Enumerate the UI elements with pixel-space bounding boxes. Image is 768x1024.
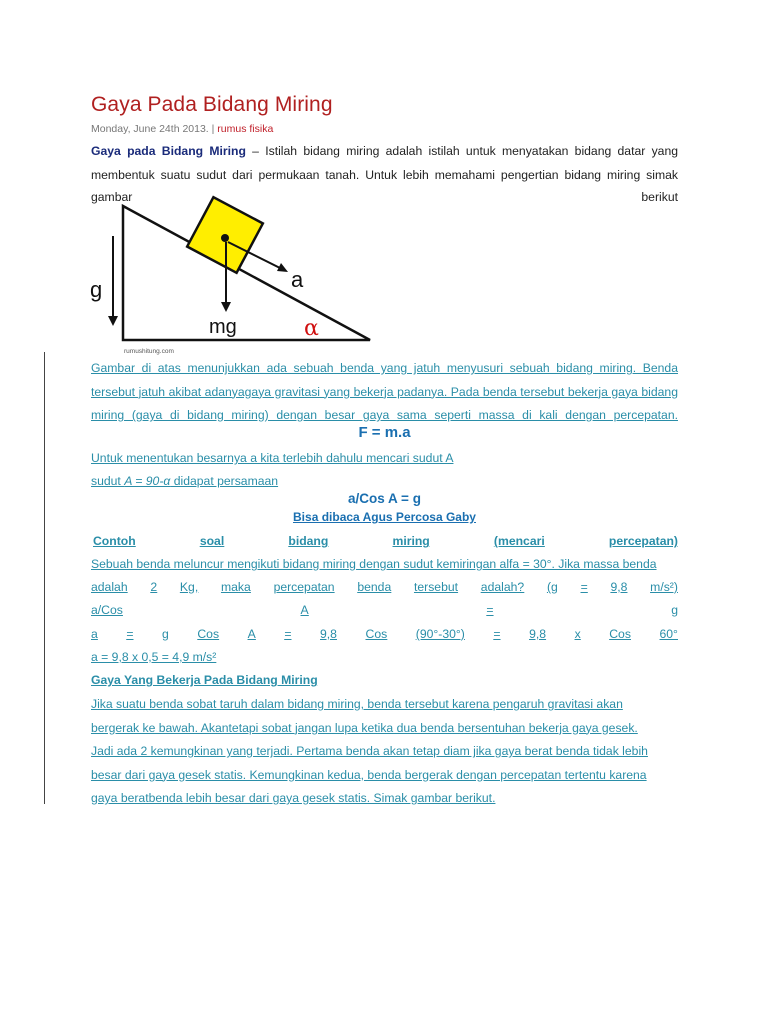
soal-word-0: adalah — [91, 580, 128, 594]
example-question-line2[interactable] — [91, 580, 678, 594]
calc2-word-4: A — [247, 627, 256, 641]
paragraph-gaya[interactable]: Gambar di atas menunjukkan ada sebuah benda yang jatuh menyusuri sebuah bidang miring. Benda tersebut jatuh akibat adanyagaya gravitasi yang bekerja padanya. Pada benda tersebut bekerja gaya bidang miring (gaya di bidang miring) dengan besar gaya sama seperti massa di kali dengan percepatan. — [91, 361, 678, 422]
label-mg: mg — [209, 316, 237, 338]
formula-f-ma: F = m.a — [358, 424, 411, 441]
calc2-word-8: (90°-30°) — [415, 627, 465, 641]
article-meta — [91, 123, 273, 135]
calc1-word-3: g — [671, 603, 678, 617]
calc1-word-2: = — [486, 603, 494, 617]
soal-word-3: maka — [220, 580, 251, 594]
calc1-word-1: A — [300, 603, 309, 617]
sudut-pre: sudut — [91, 474, 125, 488]
calc-line1[interactable] — [91, 603, 678, 617]
calc-line3[interactable]: a = 9,8 x 0,5 = 4,9 m/s² — [91, 650, 217, 664]
section-line-4[interactable]: gaya beratbenda lebih besar dari gaya gesek statis. Simak gambar berikut. — [91, 791, 496, 805]
meta-separator: | — [208, 123, 218, 135]
calc2-word-5: = — [284, 627, 292, 641]
soal-word-10: 9,8 — [610, 580, 628, 594]
intro-word-gambar: gambar — [91, 190, 133, 204]
soal-word-8: (g — [546, 580, 558, 594]
contoh-word-5: percepatan) — [608, 534, 678, 548]
block-center-dot — [221, 234, 229, 242]
inclined-plane-diagram — [80, 190, 390, 360]
calc2-word-12: Cos — [609, 627, 631, 641]
example-question-line1[interactable]: Sebuah benda meluncur mengikuti bidang miring dengan sudut kemiringan alfa = 30°. Jika massa benda — [91, 557, 657, 571]
line-sudut-intro[interactable]: Untuk menentukan besarnya a kita terlebih dahulu mencari sudut A — [91, 451, 454, 465]
formula-mnemonic[interactable]: Bisa dibaca Agus Percosa Gaby — [293, 510, 476, 524]
intro-text: – Istilah bidang miring adalah istilah untuk menyatakan bidang datar yang membentuk suatu sudut dari permukaan tanah. Untuk lebih memahami pengertian bidang miring simak — [91, 144, 678, 182]
article-title: Gaya Pada Bidang Miring — [91, 93, 333, 116]
left-margin-rule — [44, 352, 45, 804]
line-sudut[interactable] — [91, 474, 678, 488]
label-g: g — [90, 277, 103, 302]
label-alpha: α — [304, 316, 319, 341]
sudut-post: didapat persamaan — [170, 474, 279, 488]
contoh-word-3: miring — [392, 534, 430, 548]
soal-word-2: Kg, — [179, 580, 199, 594]
calc2-word-9: = — [493, 627, 501, 641]
soal-word-6: tersebut — [413, 580, 459, 594]
section-heading[interactable]: Gaya Yang Bekerja Pada Bidang Miring — [91, 673, 318, 687]
weight-arrowhead — [221, 302, 231, 312]
soal-word-1: 2 — [150, 580, 158, 594]
intro-term-link[interactable]: Gaya pada Bidang Miring — [91, 144, 246, 158]
calc2-word-10: 9,8 — [529, 627, 547, 641]
section-line-3[interactable]: besar dari gaya gesek statis. Kemungkinan kedua, benda bergerak dengan percepatan tertentu karena — [91, 767, 647, 782]
label-a: a — [291, 267, 304, 292]
soal-word-5: benda — [357, 580, 392, 594]
section-line-1[interactable]: bergerak ke bawah. Akantetapi sobat jangan lupa ketika dua benda bersentuhan bekerja gaya gesek. — [91, 720, 638, 735]
intro-word-berikut: berikut — [641, 190, 678, 204]
contoh-word-0: Contoh — [93, 534, 136, 548]
example-heading[interactable] — [91, 534, 678, 548]
intro-paragraph — [91, 140, 678, 187]
calc2-word-1: = — [126, 627, 134, 641]
calc2-word-0: a — [91, 627, 98, 641]
calc2-word-11: x — [574, 627, 581, 641]
gravity-arrowhead — [108, 316, 118, 326]
soal-word-4: percepatan — [273, 580, 335, 594]
calc2-word-6: 9,8 — [320, 627, 337, 641]
soal-word-9: = — [580, 580, 588, 594]
contoh-word-1: soal — [199, 534, 225, 548]
contoh-word-2: bidang — [288, 534, 329, 548]
category-link[interactable]: rumus fisika — [217, 123, 274, 135]
contoh-word-4: (mencari — [493, 534, 545, 548]
formula-acos: a/Cos A = g — [348, 491, 421, 506]
calc-line2[interactable] — [91, 627, 678, 641]
sudut-expr: A = 90-α — [124, 474, 171, 488]
section-line-2[interactable]: Jadi ada 2 kemungkinan yang terjadi. Pertama benda akan tetap diam jika gaya berat benda tidak lebih — [91, 744, 648, 758]
calc1-word-0: a/Cos — [91, 603, 123, 617]
calc2-word-3: Cos — [197, 627, 220, 641]
post-date: Monday, June 24th 2013. — [91, 123, 209, 135]
diagram-watermark: rumushitung.com — [124, 348, 174, 355]
soal-word-11: m/s²) — [650, 580, 678, 594]
soal-word-7: adalah? — [480, 580, 525, 594]
calc2-word-2: g — [162, 627, 169, 641]
calc2-word-7: Cos — [365, 627, 388, 641]
section-line-0[interactable]: Jika suatu benda sobat taruh dalam bidang miring, benda tersebut karena pengaruh gravitasi akan — [91, 697, 623, 711]
calc2-word-13: 60° — [659, 627, 678, 641]
